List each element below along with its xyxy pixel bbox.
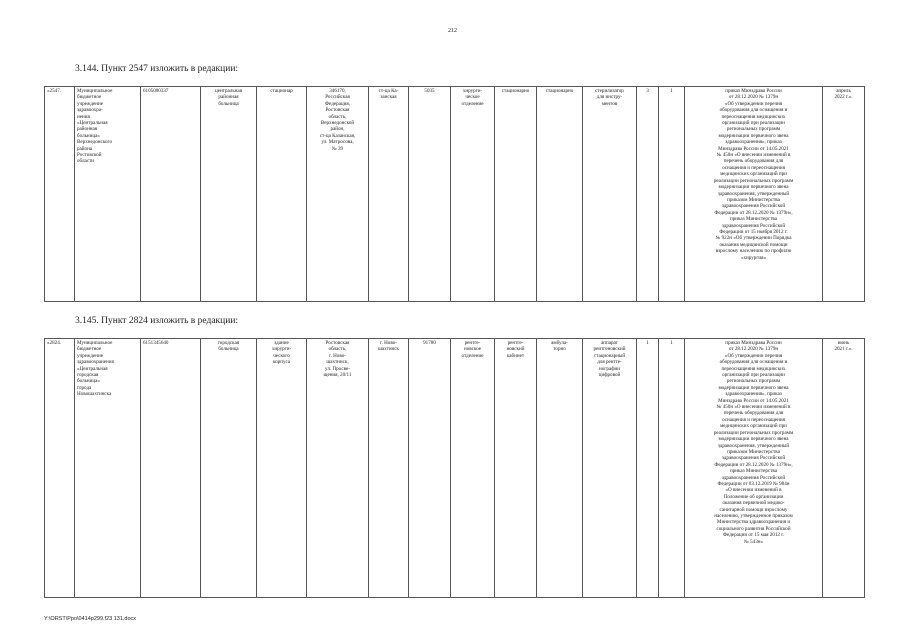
cell-population: 5035 (409, 87, 451, 302)
data-table (44, 86, 865, 302)
cell-locality: г. Ново- шахтинск (369, 339, 409, 598)
footer-file-path: Y:\ORST\Ppo\0414p299.f23 131.docx (44, 616, 137, 622)
cell-qty1: 3 (637, 87, 659, 302)
table-row (45, 339, 865, 598)
cell-type: городская больница (201, 339, 257, 598)
cell-basis: приказ Минздрава России от 28.12.2020 № 1379н «Об утверждении перечня оборудования для оснащения и переоснащения медицинских организаций при реализации региональных программ модернизации первичного звена здравоохранения», приказ Минздрава России от 14.05.2021 № 450н «О внесении изменений в перечень оборудования для оснащения и переоснащения медицинских организаций при реализации региональных программ модернизации первичного звена здравоохранения, утвержденный приказом Министерства здравоохранения Российской Федерации от 28.12.2020 № 1379н», приказ Министерства здравоохранения Российской Федерации от 03.12.2019 № 984н «О внесении изменений в Положение об организации оказания первичной медико- санитарной помощи взрослому населению, утвержденное приказом Министерства здравоохранения и социального развития Российской Федерации от 15 мая 2012 г. № 543н» (685, 339, 823, 598)
cell-room: стационарно (495, 87, 537, 302)
cell-locality: ст-ца Ка- занская (369, 87, 409, 302)
cell-basis: приказ Минздрава России от 28.12.2020 № 1379н «Об утверждении перечня оборудования для оснащения и переоснащения медицинских организаций при реализации региональных программ модернизации первичного звена здравоохранения», приказ Минздрава России от 14.05.2021 № 450н «О внесении изменений в перечень оборудования для оснащения и переоснащения медицинских организаций при реализации региональных программ модернизации первичного звена здравоохранения, утвержденный приказом Министерства здравоохранения Российской Федерации от 28.12.2020 № 1379н», приказ Министерства здравоохранения Российской Федерации от 15 ноября 2012 г. № 922н «Об утверждении Порядка оказания медицинской помощи взрослому населению по профилю «хирургия» (685, 87, 823, 302)
cell-conditions: стационарно (537, 87, 583, 302)
cell-kind: стационар (257, 87, 307, 302)
cell-population: 91780 (409, 339, 451, 598)
section-heading: 3.145. Пункт 2824 изложить в редакции: (75, 316, 239, 326)
cell-conditions: амбула- торно (537, 339, 583, 598)
cell-date: июнь 2021 г.». (823, 339, 865, 598)
cell-room: рентге- новский кабинет (495, 339, 537, 598)
page-number: 212 (448, 28, 457, 34)
cell-organization: Муниципальное бюджетное учреждение здравоохранения «Центральная городская больница» города Новошахтинска (75, 339, 141, 598)
table-row (45, 87, 865, 302)
cell-num: «2824. (45, 339, 75, 598)
cell-qty2: 1 (659, 87, 685, 302)
cell-num: «2547. (45, 87, 75, 302)
cell-type: центральная районная больница (201, 87, 257, 302)
cell-qty2: 1 (659, 339, 685, 598)
cell-date: апрель 2022 г.». (823, 87, 865, 302)
cell-code: 6105000337 (141, 87, 201, 302)
data-table (44, 338, 865, 598)
section-heading: 3.144. Пункт 2547 изложить в редакции: (75, 64, 239, 74)
cell-equipment: аппарат рентгеновский стационарный для рентге- нографии цифровой (583, 339, 637, 598)
cell-code: 6151345640 (141, 339, 201, 598)
cell-department: хирурги- ческое отделение (451, 87, 495, 302)
cell-address: Ростовская область, г. Ново- шахтинск, ул. Просве- щения, 20/11 (307, 339, 369, 598)
cell-address: 346170, Российская Федерация, Ростовская область, Верхнедонской район, ст-ца Казанская, ул. Матросова, № 39 (307, 87, 369, 302)
cell-organization: Муниципальное бюджетное учреждение здравоохра- нения «Центральная районная больница» Верхнедонского района Ростовской области (75, 87, 141, 302)
cell-equipment: стерилизатор для инстру- ментов (583, 87, 637, 302)
cell-kind: здание хирурги- ческого корпуса (257, 339, 307, 598)
cell-department: рентге- новское отделение (451, 339, 495, 598)
cell-qty1: 1 (637, 339, 659, 598)
